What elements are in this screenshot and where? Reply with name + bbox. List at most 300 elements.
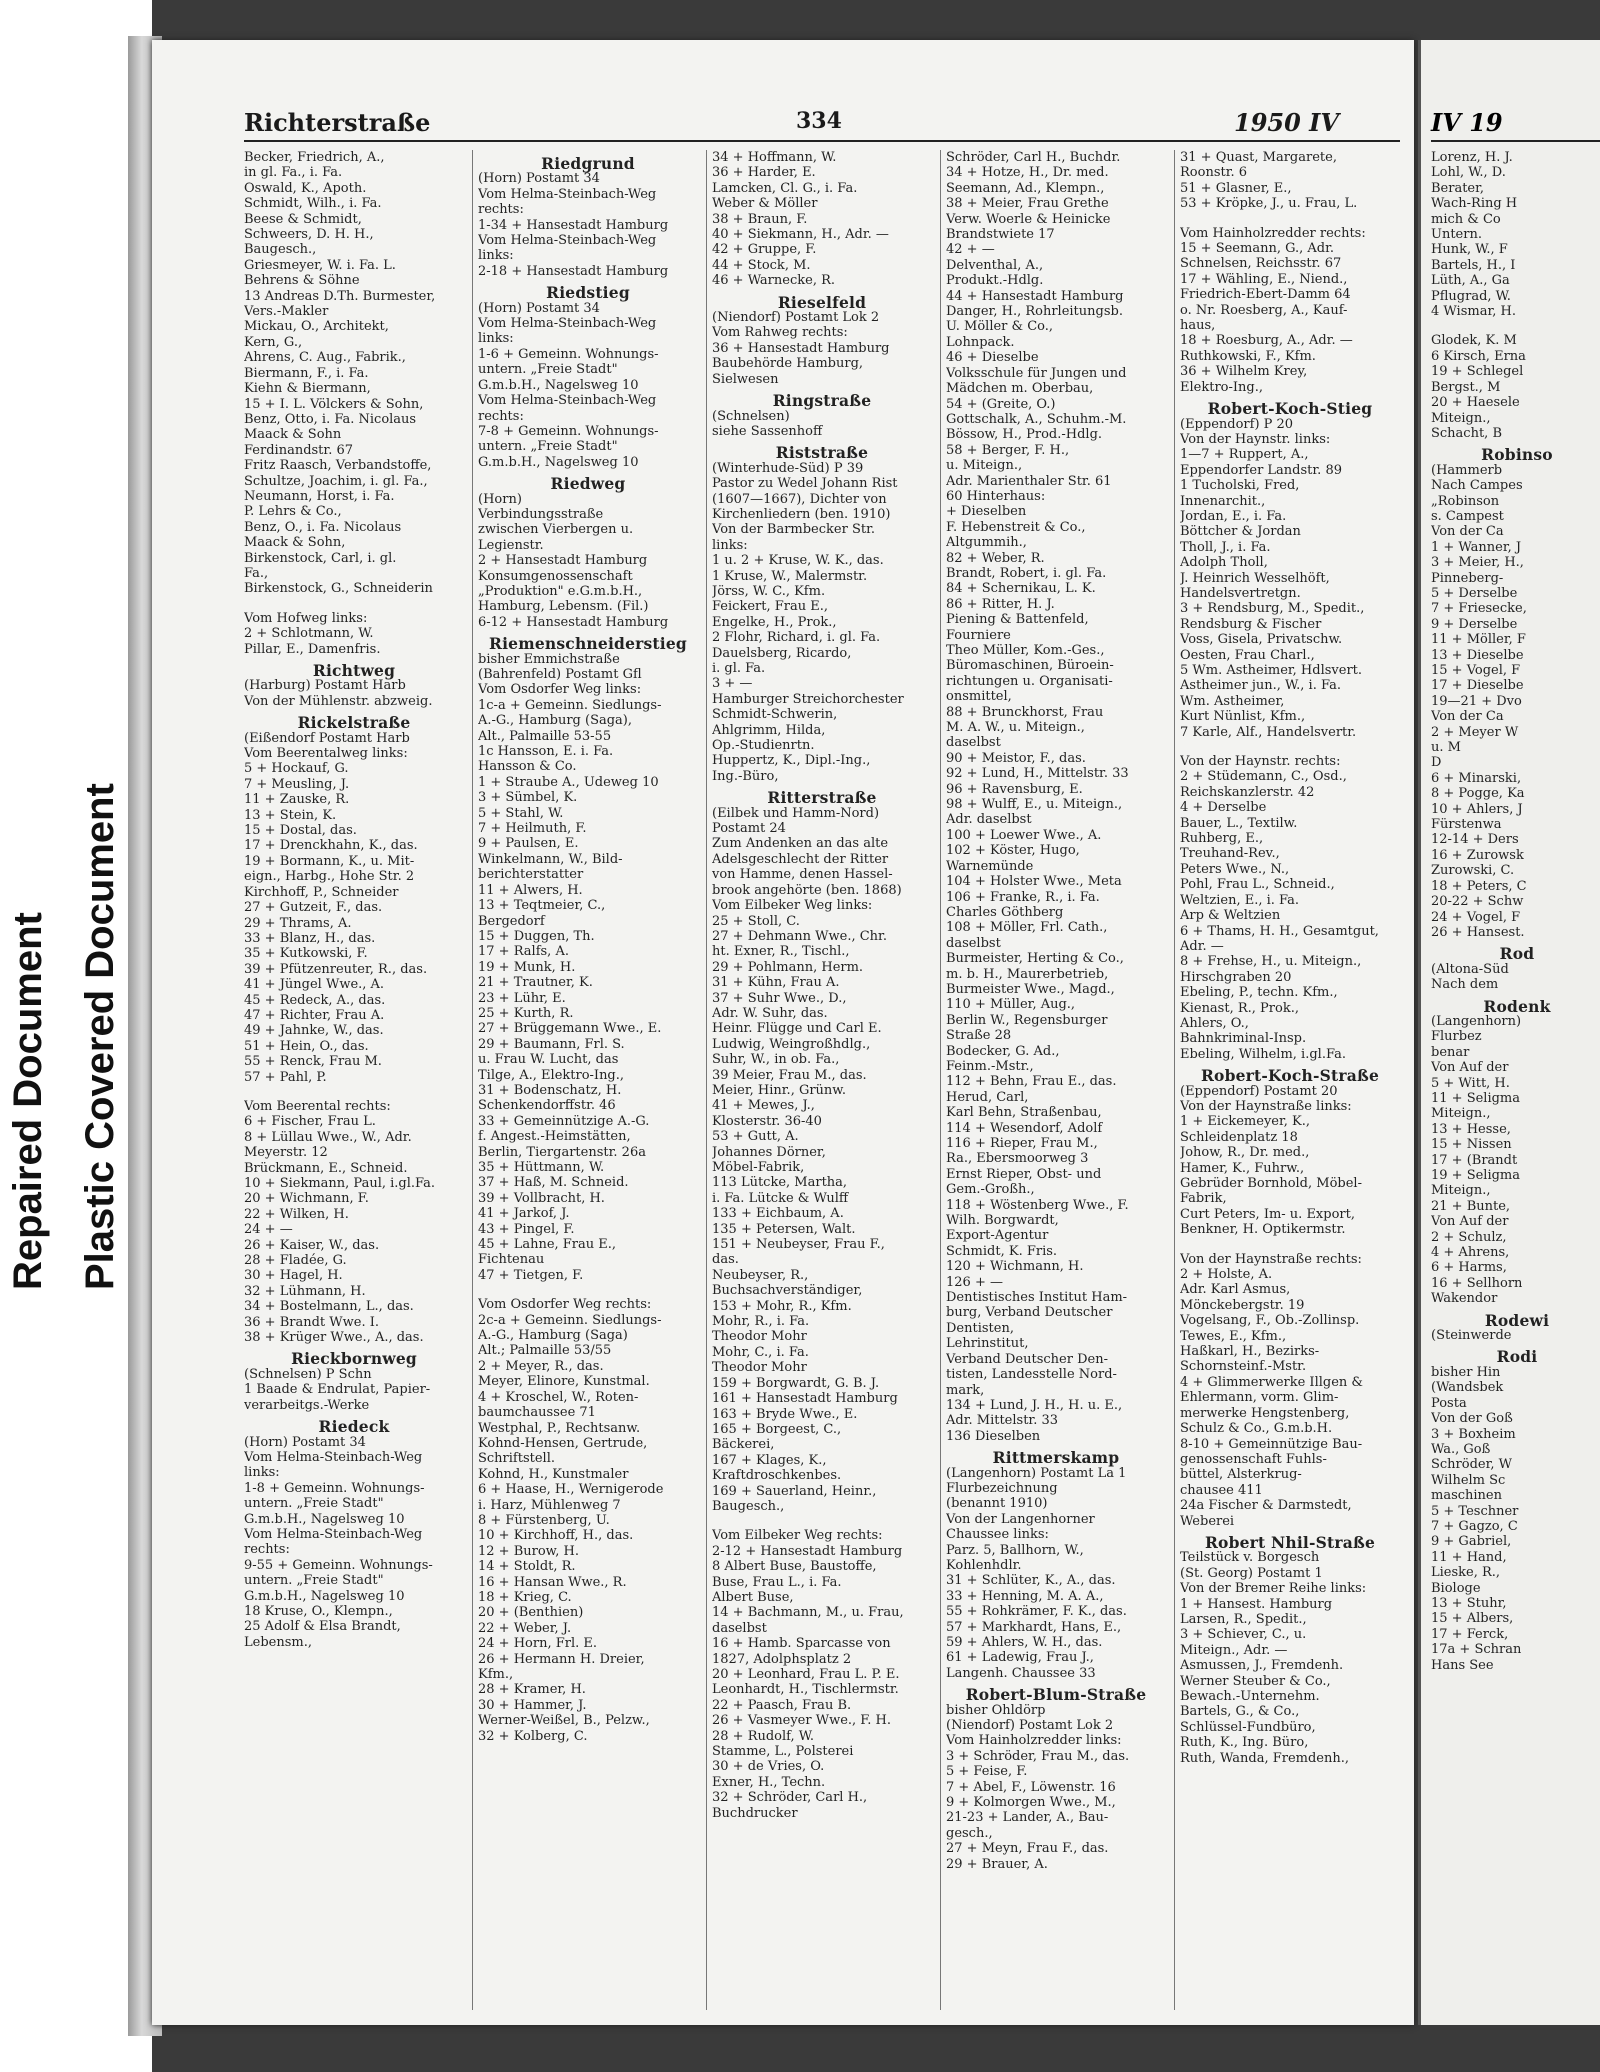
directory-entry: 16 + Sellhorn [1431, 1275, 1523, 1291]
directory-entry: 26 + Vasmeyer Wwe., F. H. [712, 1713, 892, 1729]
directory-entry: Schenkendorffstr. 46 [478, 1098, 616, 1114]
directory-entry: Ruth, Wanda, Fremdenh., [1180, 1750, 1349, 1766]
directory-entry: Ruhberg, E., [1180, 831, 1264, 847]
directory-entry: Tewes, E., Kfm., [1180, 1328, 1287, 1344]
directory-entry: Meyerstr. 12 [244, 1145, 328, 1161]
directory-entry: o. Nr. Roesberg, A., Kauf- [1180, 302, 1348, 318]
directory-entry: 2-12 + Hansestadt Hamburg [712, 1543, 903, 1559]
directory-entry: 2 + Meyer, R., das. [478, 1358, 604, 1374]
directory-entry: Lorenz, H. J. [1431, 150, 1513, 165]
directory-entry: 6-12 + Hansestadt Hamburg [478, 614, 669, 630]
directory-entry: eign., Harbg., Hohe Str. 2 [244, 869, 415, 885]
directory-entry: (Langenhorn) [1431, 1013, 1522, 1029]
directory-entry: 27 + Dehmann Wwe., Chr. [712, 928, 887, 944]
header-rule [244, 140, 1400, 142]
directory-entry: Ehlermann, vorm. Glim- [1180, 1390, 1339, 1406]
directory-entry: Brückmann, E., Schneid. [244, 1160, 408, 1176]
directory-entry: 4 + Derselbe [1180, 800, 1267, 816]
directory-entry: Exner, H., Techn. [712, 1774, 826, 1790]
directory-entry: Friedrich-Ebert-Damm 64 [1180, 287, 1351, 303]
directory-entry: Stamme, L., Polsterei [712, 1744, 854, 1760]
directory-entry: Volksschule für Jungen und [946, 365, 1127, 381]
directory-entry: (Altona-Süd [1431, 961, 1509, 977]
directory-entry: Danger, H., Rohrleitungsb. [946, 304, 1123, 320]
directory-entry: 41 + Mewes, J., [712, 1098, 815, 1114]
directory-entry: 15 + I. L. Völckers & Sohn, [244, 396, 424, 412]
directory-entry: 17 + (Brandt [1431, 1152, 1518, 1168]
directory-entry: untern. „Freie Stadt" [244, 1573, 384, 1589]
directory-entry: 33 + Henning, M. A. A., [946, 1588, 1104, 1604]
directory-entry: P. Lehrs & Co., [244, 504, 342, 520]
directory-entry: 6 + Thams, H. H., Gesamtgut, [1180, 923, 1379, 939]
directory-entry: Langenh. Chaussee 33 [946, 1665, 1096, 1681]
directory-entry: Theodor Mohr [712, 1360, 807, 1376]
directory-entry: Adr. W. Suhr, das. [712, 1005, 828, 1021]
directory-entry: Adelsgeschlecht der Ritter [712, 851, 889, 867]
directory-entry: (Niendorf) Postamt Lok 2 [712, 310, 880, 326]
directory-entry: 165 + Borgeest, C., [712, 1421, 842, 1437]
directory-entry: 11 + Seligma [1431, 1090, 1521, 1106]
directory-entry: 51 + Hein, O., das. [244, 1038, 369, 1054]
directory-entry: ht. Exner, R., Tischl., [712, 944, 850, 960]
directory-entry: Vogelsang, F., Ob.-Zollinsp. [1180, 1313, 1360, 1329]
directory-entry: 39 Meier, Frau M., das. [712, 1067, 867, 1083]
directory-entry: Albert Buse, [712, 1589, 794, 1605]
directory-entry: (Langenhorn) Postamt La 1 [946, 1465, 1127, 1481]
directory-entry: 39 + Pfützenreuter, R., das. [244, 961, 428, 977]
directory-entry: Oswald, K., Apoth. [244, 180, 367, 196]
directory-entry: 45 + Redeck, A., das. [244, 992, 386, 1008]
directory-entry: Feickert, Frau E., [712, 599, 828, 615]
directory-entry: Tilge, A., Elektro-Ing., [478, 1067, 625, 1083]
directory-entry: 8 + Lüllau Wwe., W., Adr. [244, 1129, 412, 1145]
directory-entry: 135 + Petersen, Walt. [712, 1221, 856, 1237]
directory-entry: Bauer, L., Textilw. [1180, 815, 1298, 831]
directory-entry: 5 + Stahl, W. [478, 805, 564, 821]
directory-entry: Zum Andenken an das alte [712, 836, 889, 852]
directory-entry: f. Angest.-Heimstätten, [478, 1129, 631, 1145]
directory-entry: Hans See [1431, 1657, 1494, 1673]
directory-entry: links: [478, 248, 514, 264]
directory-entry: Fichtenau [478, 1252, 545, 1268]
directory-entry: Kohnd, H., Kunstmaler [478, 1466, 629, 1482]
directory-entry: Beese & Schmidt, [244, 211, 362, 227]
directory-entry: 3 + Boxheim [1431, 1426, 1516, 1442]
directory-entry: 24 + — [244, 1222, 293, 1238]
directory-entry: Biologe [1431, 1580, 1481, 1596]
directory-entry: Elektro-Ing., [1180, 379, 1263, 395]
column-4 [946, 150, 1166, 2010]
directory-entry: 16 + Hansan Wwe., R. [478, 1574, 627, 1590]
directory-entry: 24 + Vogel, F [1431, 909, 1521, 925]
column-2 [478, 150, 698, 2010]
directory-entry: 92 + Lund, H., Mittelstr. 33 [946, 766, 1129, 782]
directory-entry: (Bahrenfeld) Postamt Gfl [478, 667, 642, 682]
directory-entry: Gottschalk, A., Schuhm.-M. [946, 411, 1127, 427]
directory-entry: Hamer, K., Fuhrw., [1180, 1160, 1305, 1176]
directory-entry: 31 + Kühn, Frau A. [712, 975, 840, 991]
directory-entry: daselbst [712, 1620, 767, 1636]
directory-entry: Büromaschinen, Büroein- [946, 658, 1114, 674]
directory-entry: 1c-a + Gemeinn. Siedlungs- [478, 697, 662, 713]
directory-entry: berichterstatter [478, 867, 584, 883]
directory-entry: Kienast, R., Prok., [1180, 1000, 1299, 1016]
directory-entry: Posta [1431, 1395, 1467, 1411]
directory-entry: 18 Kruse, O., Klempn., [244, 1603, 393, 1619]
directory-entry: 58 + Berger, F. H., [946, 442, 1070, 458]
directory-entry: untern. „Freie Stadt" [244, 1496, 384, 1512]
directory-entry: 32 + Lühmann, H. [244, 1283, 366, 1299]
directory-entry: Asmussen, J., Fremdenh. [1180, 1658, 1344, 1674]
directory-entry: 9-55 + Gemeinn. Wohnungs- [244, 1557, 433, 1573]
directory-entry: Curt Peters, Im- u. Export, [1180, 1206, 1355, 1222]
directory-entry: Kraftdroschkenbes. [712, 1468, 842, 1484]
directory-entry: Baugesch., [712, 1498, 785, 1514]
directory-entry: 36 + Hansestadt Hamburg [712, 340, 890, 356]
directory-entry: 15 + Vogel, F [1431, 663, 1521, 678]
directory-entry: 29 + Thrams, A. [244, 915, 352, 931]
directory-entry: Haßkarl, H., Bezirks- [1180, 1344, 1320, 1360]
directory-entry: 31 + Schlüter, K., A., das. [946, 1573, 1116, 1589]
directory-entry: G.m.b.H., Nagelsweg 10 [478, 454, 639, 470]
directory-entry: U. Möller & Co., [946, 319, 1054, 335]
directory-entry: m. b. H., Maurerbetrieb, [946, 966, 1109, 982]
directory-entry: 44 + Hansestadt Hamburg [946, 288, 1124, 304]
directory-entry: 53 + Kröpke, J., u. Frau, L. [1180, 196, 1358, 212]
directory-entry: 25 Adolf & Elsa Brandt, [244, 1619, 401, 1635]
column-separator [940, 150, 941, 2010]
directory-entry: 82 + Weber, R. [946, 550, 1045, 566]
spacer [244, 597, 464, 611]
directory-entry: 20 + Leonhard, Frau L. P. E. [712, 1667, 900, 1682]
directory-entry: 7 + Heilmuth, F. [478, 821, 587, 837]
directory-entry: 3 + Schiever, C., u. [1180, 1627, 1307, 1643]
directory-entry: burg, Verband Deutscher [946, 1305, 1113, 1321]
directory-entry: Mohr, R., i. Fa. [712, 1314, 810, 1330]
directory-entry: Kfm., [478, 1667, 514, 1682]
directory-entry: 30 + Hagel, H. [244, 1268, 343, 1284]
directory-entry: 12-14 + Ders [1431, 832, 1519, 848]
directory-entry: Peters Wwe., N., [1180, 861, 1290, 877]
directory-entry: 136 Dieselben [946, 1428, 1041, 1444]
directory-entry: 16 + Hamb. Sparcasse von [712, 1636, 891, 1652]
directory-entry: Ebeling, P., techn. Kfm., [1180, 985, 1338, 1001]
directory-entry: (Schnelsen) [712, 408, 790, 424]
directory-entry: Schnelsen, Reichsstr. 67 [1180, 256, 1342, 272]
directory-entry: Verbindungsstraße [478, 506, 604, 522]
street-heading: Riedeck [318, 1417, 390, 1437]
street-heading: Riedweg [550, 474, 626, 494]
directory-entry: 161 + Hansestadt Hamburg [712, 1391, 898, 1407]
directory-entry: 9 + Gabriel, [1431, 1534, 1512, 1550]
directory-entry: Larsen, R., Spedit., [1180, 1611, 1307, 1627]
directory-entry: (Eißendorf Postamt Harb [244, 730, 410, 746]
directory-entry: 2 + Hansestadt Hamburg [478, 553, 648, 569]
directory-entry: Flurbezeichnung [946, 1480, 1058, 1496]
directory-entry: Von der Mühlenstr. abzweig. [244, 693, 433, 709]
directory-entry: Biermann, F., i. Fa. [244, 365, 369, 381]
directory-entry: Verw. Woerle & Heinicke [946, 211, 1111, 227]
column-5 [1180, 150, 1400, 2010]
directory-entry: verarbeitgs.-Werke [244, 1397, 370, 1413]
directory-entry: Vom Helma-Steinbach-Weg [244, 1449, 423, 1465]
directory-entry: 31 + Quast, Margarete, [1180, 150, 1337, 165]
directory-entry: Baugesch., [244, 242, 317, 258]
directory-entry: 35 + Hüttmann, W. [478, 1160, 605, 1175]
directory-entry: 30 + Hammer, J. [478, 1697, 587, 1713]
directory-entry: 133 + Eichbaum, A. [712, 1206, 844, 1222]
directory-entry: Meier, Hinr., Grünw. [712, 1082, 847, 1098]
directory-entry: Adolph Tholl, [1180, 555, 1268, 571]
directory-entry: 88 + Brunckhorst, Frau [946, 704, 1104, 720]
directory-entry: 37 + Suhr Wwe., D., [712, 990, 847, 1006]
directory-entry: Bartels, G., & Co., [1180, 1704, 1300, 1720]
directory-entry: Bahnkriminal-Insp. [1180, 1031, 1307, 1047]
directory-entry: Von der Bremer Reihe links: [1180, 1581, 1367, 1597]
directory-entry: (Horn) Postamt 34 [478, 300, 600, 316]
page-header-street: Richterstraße [244, 108, 431, 137]
street-heading: Riemenschneiderstieg [489, 634, 687, 654]
directory-entry: Miteign., [1431, 1106, 1491, 1122]
directory-entry: 6 + Harms, [1431, 1260, 1507, 1276]
directory-entry: 38 + Braun, F. [712, 211, 808, 227]
directory-entry: Benkner, H. Optikermstr. [1180, 1222, 1346, 1238]
directory-entry: Oesten, Frau Charl., [1180, 647, 1315, 663]
directory-entry: 100 + Loewer Wwe., A. [946, 827, 1102, 843]
directory-entry: 9 + Paulsen, E. [478, 836, 579, 852]
directory-entry: Rendsburg & Fischer [1180, 616, 1322, 632]
directory-entry: Von der Langenhorner [946, 1511, 1095, 1527]
directory-entry: Dentistisches Institut Ham- [946, 1290, 1128, 1306]
directory-entry: Pastor zu Wedel Johann Rist [712, 476, 898, 492]
directory-entry: 38 + Meier, Frau Grethe [946, 196, 1109, 212]
directory-entry: 4 Wismar, H. [1431, 304, 1516, 320]
directory-entry: onsmittel, [946, 689, 1012, 705]
directory-entry: 61 + Ladewig, Frau J., [946, 1650, 1094, 1666]
directory-entry: 11 + Zauske, R. [244, 792, 350, 808]
directory-entry: 19 + Seligma [1431, 1168, 1521, 1183]
street-heading: Ringstraße [772, 391, 872, 411]
directory-entry: 17 + Dieselbe [1431, 678, 1524, 694]
directory-entry: 1-6 + Gemeinn. Wohnungs- [478, 346, 659, 362]
directory-entry: Klosterstr. 36-40 [712, 1113, 822, 1129]
directory-entry: Parz. 5, Ballhorn, W., [946, 1542, 1084, 1558]
directory-entry: Reichskanzlerstr. 42 [1180, 784, 1315, 800]
directory-entry: 6 + Fischer, Frau L. [244, 1114, 376, 1130]
directory-entry: 22 + Paasch, Frau B. [712, 1697, 852, 1713]
directory-entry: untern. „Freie Stadt" [478, 362, 618, 378]
street-heading: Riedgrund [541, 154, 635, 173]
directory-entry: daselbst [946, 735, 1001, 751]
directory-entry: Lohl, W., D. [1431, 165, 1506, 181]
directory-entry: 10 + Siekmann, Paul, i.gl.Fa. [244, 1176, 436, 1191]
directory-entry: Charles Göthberg [946, 904, 1064, 920]
directory-entry: 86 + Ritter, H. J. [946, 596, 1055, 612]
directory-entry: Postamt 24 [712, 821, 786, 837]
directory-entry: 110 + Müller, Aug., [946, 997, 1076, 1013]
directory-entry: 19 + Bormann, K., u. Mit- [244, 853, 415, 869]
directory-entry: Schmidt-Schwerin, [712, 707, 838, 723]
directory-entry: Kiehn & Biermann, [244, 381, 371, 397]
directory-entry: 84 + Schernikau, L. K. [946, 581, 1096, 597]
directory-entry: 1 + Hansest. Hamburg [1180, 1596, 1333, 1612]
directory-entry: 42 + — [946, 242, 995, 258]
directory-entry: (Eppendorf) P 20 [1180, 416, 1294, 432]
directory-entry: Winkelmann, W., Bild- [478, 851, 623, 867]
directory-entry: Kirchhoff, P., Schneider [244, 884, 399, 900]
directory-entry: daselbst [946, 935, 1001, 951]
directory-entry: 1-34 + Hansestadt Hamburg [478, 217, 669, 233]
directory-entry: 13 Andreas D.Th. Burmester, [244, 288, 436, 304]
column-separator [472, 150, 473, 2010]
directory-entry: Alt.; Palmaille 53/55 [478, 1343, 612, 1359]
directory-entry: Lamcken, Cl. G., i. Fa. [712, 180, 858, 196]
directory-entry: 17 + Drenckhahn, K., das. [244, 838, 418, 854]
directory-entry: Schröder, Carl H., Buchdr. [946, 150, 1121, 165]
directory-entry: rechts: [478, 202, 524, 218]
directory-entry: 27 + Brüggemann Wwe., E. [478, 1021, 662, 1037]
directory-entry: 7 + Friesecke, [1431, 601, 1527, 617]
directory-entry: 134 + Lund, J. H., H. u. E., [946, 1397, 1123, 1413]
directory-entry: Vers.-Makler [244, 304, 329, 320]
directory-entry: 28 + Fladée, G. [244, 1253, 347, 1269]
directory-entry: Konsumgenossenschaft [478, 568, 633, 584]
directory-entry: Arp & Weltzien [1180, 908, 1281, 924]
directory-entry: 96 + Ravensburg, E. [946, 781, 1083, 797]
directory-entry: Böttcher & Jordan [1180, 524, 1301, 540]
directory-entry: 28 + Rudolf, W. [712, 1728, 815, 1744]
directory-entry: benar [1431, 1044, 1470, 1060]
street-heading: Rieckbornweg [291, 1349, 417, 1369]
directory-entry: Johannes Dörner, [712, 1144, 826, 1160]
directory-entry: 53 + Gutt, A. [712, 1129, 799, 1145]
directory-entry: + Dieselben [946, 504, 1027, 520]
directory-entry: 2 Flohr, Richard, i. gl. Fa. [712, 630, 881, 646]
street-heading: Robert-Koch-Straße [1200, 1066, 1380, 1086]
directory-entry: 29 + Pohlmann, Herm. [712, 959, 864, 975]
directory-entry: Neumann, Horst, i. Fa. [244, 488, 395, 504]
directory-entry: (Niendorf) Postamt Lok 2 [946, 1718, 1114, 1734]
directory-entry: (benannt 1910) [946, 1496, 1048, 1512]
directory-entry: 4 + Glimmerwerke Illgen & [1180, 1374, 1363, 1390]
directory-entry: Fürstenwa [1431, 817, 1502, 833]
directory-entry: Westphal, P., Rechtsanw. [478, 1420, 641, 1436]
directory-entry: 20 + (Benthien) [478, 1605, 584, 1621]
spacer [1180, 212, 1400, 226]
directory-entry: links: [478, 331, 514, 347]
directory-entry: 8 Albert Buse, Baustoffe, [712, 1559, 877, 1575]
directory-entry: Vom Eilbeker Weg rechts: [712, 1528, 883, 1544]
directory-entry: 5 Wm. Astheimer, Hdlsvert. [1180, 663, 1363, 678]
directory-entry: 27 + Gutzeit, F., das. [244, 900, 383, 916]
directory-entry: Karl Behn, Straßenbau, [946, 1105, 1102, 1121]
directory-entry: 59 + Ahlers, W. H., das. [946, 1635, 1103, 1650]
directory-entry: 22 + Wilken, H. [244, 1206, 349, 1222]
directory-entry: bisher Hin [1431, 1364, 1501, 1380]
directory-entry: mark, [946, 1382, 985, 1398]
directory-entry: 8 + Pogge, Ka [1431, 786, 1525, 802]
directory-entry: 19—21 + Dvo [1431, 693, 1522, 709]
directory-entry: Nach dem [1431, 977, 1499, 993]
directory-entry: 15 + Nissen [1431, 1137, 1512, 1153]
directory-entry: 24 + Horn, Frl. E. [478, 1636, 597, 1652]
directory-entry: 41 + Jarkof, J. [478, 1206, 570, 1222]
street-heading: Robert Nhil-Straße [1204, 1532, 1376, 1552]
directory-entry: Von der Barmbecker Str. [712, 522, 875, 538]
plastic-covered-document-label: Plastic Covered Document [78, 783, 122, 1290]
directory-entry: 1 Baade & Endrulat, Papier- [244, 1382, 431, 1398]
directory-entry: Kurt Nünlist, Kfm., [1180, 709, 1306, 725]
directory-entry: Pinneberg- [1431, 570, 1504, 586]
directory-entry: u. Miteign., [946, 458, 1023, 474]
directory-entry: 29 + Baumann, Frl. S. [478, 1036, 625, 1052]
directory-entry: 11 + Alwers, H. [478, 882, 583, 898]
directory-entry: Kohnd-Hensen, Gertrude, [478, 1435, 648, 1451]
directory-entry: Jörss, W. C., Kfm. [712, 583, 826, 599]
directory-entry: (Horn) [478, 491, 522, 507]
directory-entry: 13 + Stein, K. [244, 807, 337, 823]
directory-entry: 37 + Haß, M. Schneid. [478, 1175, 629, 1191]
directory-entry: Vom Beerentalweg links: [244, 746, 408, 762]
directory-entry: Kohlenhdlr. [946, 1557, 1022, 1573]
directory-entry: Meyer, Elinore, Kunstmal. [478, 1374, 650, 1390]
directory-entry: (Harburg) Postamt Harb [244, 678, 406, 694]
directory-entry: Chaussee links: [946, 1527, 1049, 1543]
directory-entry: Wilhelm Sc [1431, 1472, 1506, 1488]
directory-entry: J. Heinrich Wesselhöft, [1180, 570, 1330, 586]
directory-entry: 1-8 + Gemeinn. Wohnungs- [244, 1480, 425, 1496]
directory-entry: M. A. W., u. Miteign., [946, 720, 1085, 736]
directory-entry: 12 + Burow, H. [478, 1543, 579, 1559]
directory-entry: 1 + Wanner, J [1431, 539, 1522, 555]
directory-entry: 102 + Köster, Hugo, [946, 843, 1080, 859]
directory-entry: Flurbez [1431, 1029, 1482, 1045]
directory-entry: Ernst Rieper, Obst- und [946, 1166, 1102, 1182]
directory-entry: (Schnelsen) P Schn [244, 1366, 372, 1382]
directory-entry: 112 + Behn, Frau E., das. [946, 1074, 1117, 1090]
street-heading: Rieselfeld [777, 292, 867, 312]
directory-entry: Benz, O., i. Fa. Nicolaus [244, 519, 402, 535]
directory-entry: 17 + Wähling, E., Niend., [1180, 271, 1348, 287]
directory-entry: Vom Eilbeker Weg links: [712, 898, 873, 914]
directory-entry: Pflugrad, W. [1431, 288, 1511, 304]
directory-entry: Ahrens, C. Aug., Fabrik., [244, 350, 406, 366]
directory-entry: 18 + Roesburg, A., Adr. — [1180, 333, 1353, 349]
directory-entry: Piening & Battenfeld, [946, 612, 1089, 628]
directory-entry: Schweers, D. H. H., [244, 227, 374, 243]
directory-entry: (Horn) Postamt 34 [478, 171, 600, 187]
directory-entry: bisher Ohldörp [946, 1702, 1046, 1718]
directory-entry: 8 + Frehse, H., u. Miteign., [1180, 954, 1362, 970]
directory-entry: Hamburger Streichorchester [712, 691, 904, 707]
street-heading: Rod [1499, 944, 1535, 964]
directory-entry: Von der Haynstr. links: [1180, 431, 1331, 447]
directory-entry: Vom Osdorfer Weg links: [478, 682, 642, 698]
directory-entry: 2 + Schlotmann, W. [244, 626, 374, 642]
directory-entry: 6 Kirsch, Erna [1431, 348, 1526, 364]
directory-entry: Fourniere [946, 627, 1011, 643]
directory-entry: 57 + Markhardt, Hans, E., [946, 1619, 1122, 1635]
directory-entry: Miteign., Adr. — [1180, 1642, 1288, 1658]
directory-entry: A.-G., Hamburg (Saga), [478, 713, 633, 729]
street-heading: Robert-Blum-Straße [965, 1685, 1147, 1705]
directory-entry: 28 + Kramer, H. [478, 1682, 586, 1698]
directory-entry: Burmeister, Herting & Co., [946, 951, 1124, 967]
directory-entry: 15 + Seemann, G., Adr. [1180, 241, 1335, 257]
directory-entry: 38 + Krüger Wwe., A., das. [244, 1330, 424, 1346]
directory-entry: Vom Hofweg links: [244, 610, 368, 626]
directory-entry: Von der Haynstraße rechts: [1180, 1251, 1362, 1267]
